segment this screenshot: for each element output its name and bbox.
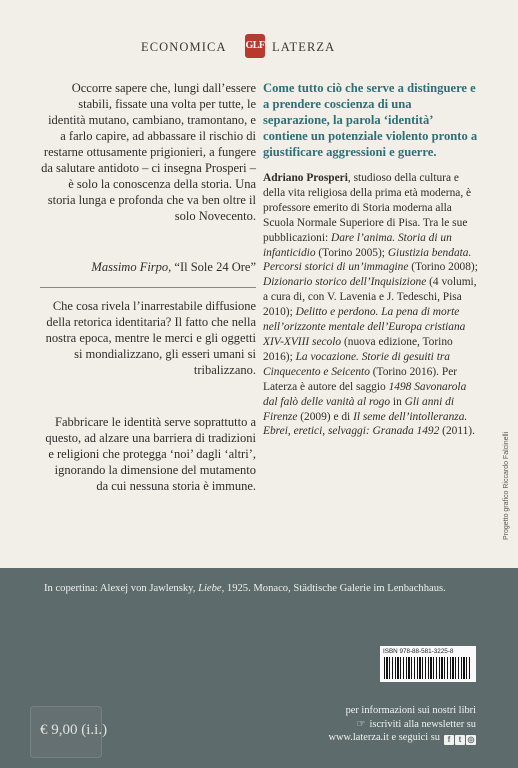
bio-text: (Torino 2005); [315, 246, 388, 259]
cover-note [44, 583, 446, 594]
cover-note-text: , 1925. Monaco, Städtische Galerie im Lenbachhaus. [221, 583, 446, 594]
series-header [0, 34, 518, 60]
book-title: Delitto e perdono. La pena di morte nell’orizzonte mentale dell’Europa cristiana XIV-XVIII secolo [263, 306, 466, 348]
facebook-icon[interactable]: f [444, 735, 454, 745]
website-text[interactable]: www.laterza.it e seguici su [328, 732, 440, 743]
left-column [40, 80, 256, 494]
quote-attribution [40, 259, 256, 275]
book-title: 1498 Savonarola dal falò delle vanità al rogo [263, 380, 467, 408]
barcode-icon [384, 657, 472, 679]
author-name: Adriano Prosperi [263, 172, 348, 184]
bio-text: (Torino 2016). Per Laterza è autore del saggio [263, 365, 458, 393]
author-bio [263, 171, 479, 439]
book-title: Gli anni di Firenze [263, 395, 455, 423]
design-credit: Progetto grafico Riccardo Falcinelli [503, 431, 510, 540]
blurb-paragraph-1: Che cosa rivela l’inarrestabile diffusione della retorica identitaria? Il fatto che nella nostra epoca, mentre le merci e gli oggetti si mondializzano, gli esseri umani si tribalizzano. [45, 299, 256, 377]
publisher-info [290, 704, 476, 747]
bio-text: , studioso della cultura e della vita religiosa della prima età moderna, è professore emerito di Storia moderna alla Scuola Normale Superiore di Pisa. Tra le sue pubblicazioni: [263, 172, 472, 244]
isbn-barcode-box [380, 646, 476, 682]
publisher-logo: GLF [245, 34, 265, 58]
quote-source: “Il Sole 24 Ore” [174, 260, 256, 274]
blurb-paragraph-2: Fabbricare le identità serve soprattutto a questo, ad alzare una barriera di tradizioni e religioni che protegga ‘noi’ dagli ‘altri’, ignorando la dimensione del mutamento da cui nessuna storia è immune. [45, 415, 256, 493]
book-title: Giustizia bendata. Percorsi storici di un’immagine [263, 246, 472, 274]
isbn-number: ISBN 978-88-581-3225-8 [383, 648, 454, 655]
info-line-3 [290, 731, 476, 747]
book-title: Il seme dell’intolleranza. Ebrei, eretici, selvaggi: Granada 1492 [263, 410, 468, 438]
series-name-left: ECONOMICA [141, 40, 227, 54]
bio-text: (nuova edizione, Torino 2016); [263, 335, 453, 363]
newsletter-text: iscriviti alla newsletter su [369, 718, 476, 730]
tagline: Come tutto ciò che serve a distinguere e a prendere coscienza di una separazione, la parola ‘identità’ contiene un potenziale violento pronto a giustificare aggressioni e guerre. [263, 81, 478, 159]
review-quote: Occorre sapere che, lungi dall’essere stabili, fissate una volta per tutte, le identità mutano, cambiano, tramontano, e a farlo capire, ad abbassare il rischio di restarne ottusamente prigionieri, a fungere da salutare antidoto – ci insegna Prosperi – è solo la conoscenza della storia. Una storia lunga e profonda che va ben oltre il solo Novecento. [41, 81, 256, 223]
series-name-right: LATERZA [272, 40, 336, 54]
book-title: Dare l’anima. Storia di un infanticidio [263, 231, 452, 259]
bio-text: (4 volumi, a cura di, con V. Lavenia e J. Tedeschi, Pisa 2010); [263, 276, 477, 319]
left-divider [40, 287, 256, 288]
info-line-1: per informazioni sui nostri libri [345, 705, 476, 716]
price: € 9,00 (i.i.) [40, 722, 108, 738]
cover-artwork-title: Liebe [198, 583, 222, 594]
social-icons [443, 733, 476, 747]
right-column [263, 80, 479, 439]
bio-text: (Torino 2008); [408, 261, 478, 274]
twitter-icon[interactable]: t [455, 735, 465, 745]
instagram-icon[interactable]: ◎ [467, 735, 475, 744]
quote-author: Massimo Firpo, [91, 260, 172, 274]
book-title: Dizionario storico dell’Inquisizione [263, 276, 427, 289]
info-line-2 [290, 718, 476, 732]
hand-pointer-icon: ☞ [356, 718, 366, 730]
cover-note-text: In copertina: Alexej von Jawlensky, [44, 583, 199, 594]
bio-text: (2011). [439, 425, 475, 438]
bio-text: (2009) e di [297, 410, 354, 423]
book-title: La vocazione. Storie di gesuiti tra Cinquecento e Seicento [263, 350, 450, 378]
bio-text: in [390, 395, 405, 408]
